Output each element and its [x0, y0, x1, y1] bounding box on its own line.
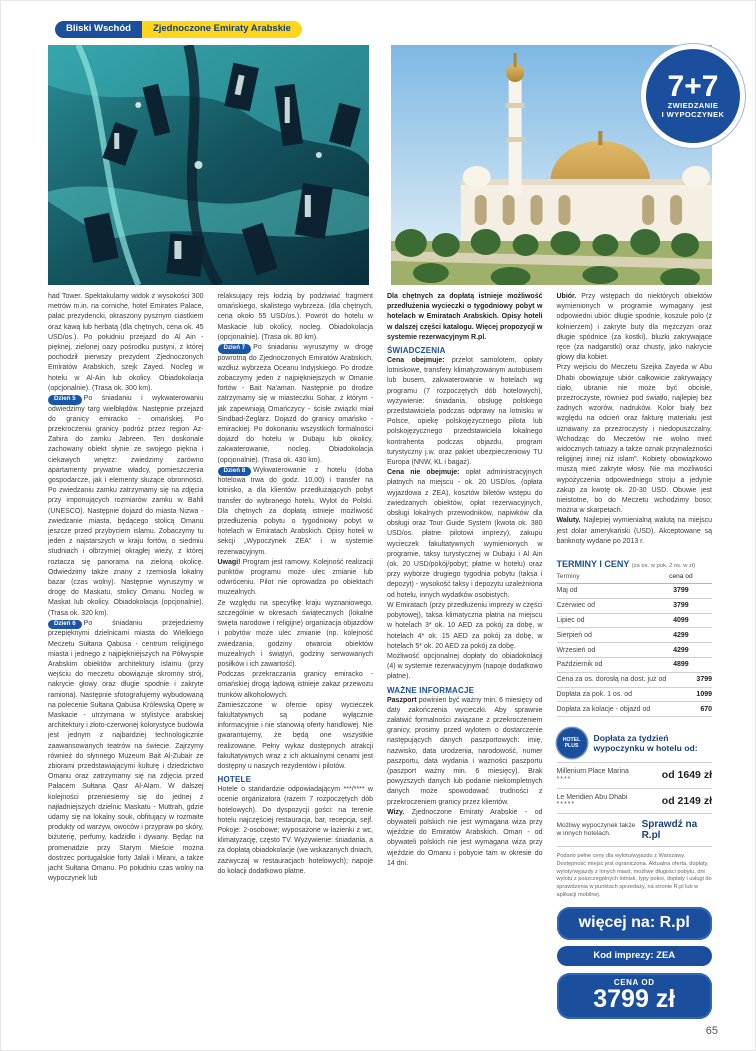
region-tag: Bliski Wschód [55, 21, 142, 38]
hotel-stars: ***** [556, 801, 576, 809]
page-number: 65 [705, 1025, 718, 1037]
paragraph: Dzień 5 Po śniadaniu i wykwaterowaniu odwiedzimy targ wielbłądów. Następnie przejazd do granicy emiracko - omańskiej. Po przekroczeniu granicy podróż przez region Az-Zahira do zamku Jabreen. Ten doskonale zachowany obiekt słynie ze swojego piękna i ciekawych wnętrz: zwiedzimy zarówno apartamenty prywatne władcy, pomieszczenia gospodarcze, jak i elementy służące obronności. Po zwiedzaniu zamku zatrzymamy się na zdjęcia przy imponujących rozmiarów zamku w Bahli (UNESCO). Następnie dojazd do miasta Nizwa - zwiedzanie miasta, będącego stolicą Omanu jeszcze przed przybyciem islamu. Zobaczymy tu jeden z najstarszych w kraju fortów, o siedmiu studniach i olbrzymiej okrągłej wieży, z której roztacza się panorama na zieloną okolicę. Odwiedzimy także znany z rzemiosła lokalny bazar (czas wolny). Następnie wyruszymy w drogę do Maskatu, stolicy Omanu. Nocleg w Maskat lub okolicy. Obiadokolacja (opcjonalnie). (Trasa ok. 320 km). [48, 395, 204, 617]
section-heading: ŚWIADCZENIA [387, 346, 446, 356]
day-badge: Dzień 8 [218, 467, 252, 477]
paragraph: had Tower. Spektakularny widok z wysokości 300 metrów m.in. na corniche, hotel Emirates Palace, pałac prezydencki, okraszony pysznym ciastkiem oraz kawą lub herbatą (dla chętnych, cena ok. 45 USD/os.). Po południu przejazd do Al Ain - pięknej, zielonej oazy pośrodku pustyni, z której pochodził pierwszy prezydent Zjednoczonych Emiratów Arabskich, szejk Zayed. Nocleg w hotelu w Al-Ain lub okolicy. Obiadokolacja (opcjonalnie). (Trasa ok. 300 km). [48, 293, 204, 392]
hotel-price: od 1649 zł [661, 769, 712, 782]
price-table-row: Czerwiec od 3799 [557, 599, 713, 614]
hotel-plus-icon: HOTEL PLUS [557, 728, 587, 758]
text-column-4 [557, 292, 713, 547]
paragraph: Zamieszczone w ofercie opisy wycieczek fakultatywnych są podane wyłącznie informacyjnie i nie stanowią oferty handlowej. Nie gwarantujemy, że będą one wszystkie realizowane. Pełny wykaz dostępnych atrakcji fakultatywnych wraz z ich aktualnymi cenami jest dostępny u naszych rezydentów i pilotów. [217, 701, 373, 770]
hotel-rows [557, 762, 713, 813]
price-from-label: CENA OD [613, 978, 655, 988]
hotel-plus-section [557, 728, 713, 847]
price-table-title: TERMINY I CENY (za os. w pok. 2 os. w zł) [556, 559, 696, 570]
other-hotels-row [557, 813, 713, 847]
price-table-row: Październik od 4899 [557, 658, 713, 673]
more-info-button[interactable]: więcej na: R.pl [557, 907, 713, 940]
paragraph: W Emiratach (przy przedłużeniu imprezy w części pobytowej), taksa klimatyczna płatna na miejscu w hotelach 3* ok. 10 AED za pokój za dobę, w hotelach 4* ok. 15 AED za pokój za dobę, w hotelach 5* ok. 20 AED za pokój za dobę. [387, 601, 543, 650]
price-from-badge [557, 973, 713, 1019]
paragraph: Uwagi! Program jest ramowy. Kolejność realizacji punktów programu może ulec zmianie lub odwróceniu. Pilot nie oprowadza po obiektach muzealnych. [217, 558, 373, 597]
photo-dubai-aerial [48, 45, 369, 285]
breadcrumb [55, 21, 302, 38]
paragraph: Możliwość opcjonalnej dopłaty do obiadokolacji (4) w systemie rezerwacyjnym (napoje dodatkowo płatne). [387, 652, 543, 681]
price-table-rows [557, 584, 713, 673]
price-table [557, 559, 713, 717]
price-table-row: Sierpień od 4299 [557, 628, 713, 643]
price-table-row: Wrzesień od 4299 [557, 643, 713, 658]
section-heading: WAŻNE INFORMACJE [387, 685, 475, 695]
hotel-stars: **** [556, 775, 572, 783]
hotel-price: od 2149 zł [661, 794, 712, 807]
paragraph: Cena nie obejmuje: opłat administracyjnych płatnych na miejscu - ok. 20 USD/os. (opłata wyjazdowa z ZEA), kosztów biletów wstępu do zwiedzanych obiektów, opłat rezerwacyjnych, obsługi lokalnych przewodników, napiwków dla obsługi oraz Tour Guide System (kwota ok. 380 USD/os. płatne pilotowi imprezy), zakupu wycieczek fakultatywnych wymienionych w programie, taksy turystycznej w Dubaju i Al Ain (ok. 20 USD/pokój/pobyt; płatne w hotelu) oraz przy wyborze drugiego tygodnia pobytu (taksa i depozyt) - wysokość taksy i depozytu uzależniona od hotelu, innych wydatków osobistych. [387, 469, 543, 599]
article-body [48, 292, 712, 1019]
paragraph: Dzień 8 Wykwaterowanie z hotelu (doba hotelowa trwa do godz. 10.00) i transfer na lotnisko, a dla klientów przedłużających pobyt transfer do wybranego hotelu. Wylot do Polski. Dla chętnych za dopłatą istnieje możliwość przedłużenia pobytu o tygodniowy pobyt w hotelach w Emiratach Arabskich. Opisy hoteli w sekcji „Wypoczynek ZEA” i w systemie rezerwacyjnym. [217, 466, 373, 556]
price-table-row: Dopłata za kolacje - objazd od 670 [557, 702, 713, 717]
paragraph: Paszport powinien być ważny min. 6 miesięcy od daty zakończenia wycieczki. Aby sprawnie załatwić formalności związane z przekroczeniem granicy, prosimy przed wylotem o dostarczenie następujących danych paszportowych: imię, nazwisko, data urodzenia, narodowość, numer paszportu, data wydania i ważności paszportu (paszport ważny min. 6 miesięcy). Brak powyższych danych lub podanie niekompletnych danych może spowodować trudności z przekroczeniem granicy przez klientów. [387, 696, 543, 806]
day-badge: Dzień 7 [218, 344, 252, 354]
section-heading: HOTELE [217, 775, 252, 785]
price-table-row: Lipiec od 4099 [557, 614, 713, 629]
text-column-2 [218, 292, 374, 1019]
text-column-1 [48, 292, 204, 1019]
dubai-aerial-illustration [48, 45, 369, 285]
price-table-row: Cena za os. dorosłą na dost. już od 3799 [557, 673, 713, 688]
offer-column [557, 292, 713, 1019]
day-badge: Dzień 5 [48, 395, 82, 405]
paragraph: Przy wejściu do Meczetu Szejka Zayeda w Abu Dhabi obowiązuje ubiór całkowicie zakrywający ciało, ubranie nie może być obcisłe, przezroczyste, również pod światło, najlepiej bez żadnych wzorów, nadruków. Kolor biały bez względu na odcień oraz fakturę materiału jest uznawany za przezroczysty i niedopuszczalny. Wchodząc do Meczetów nie wolno mieć widocznych tatuaży a także oznak przynależności religijnej innej niż islam”. Kobiety obowiązkowo muszą mieć zakryte włosy. Nie ma możliwości wypożyczenia odpowiedniego stroju a jedynie zakup za kwotę ok. 20-30 USD. Obuwie jest nieistotne, bo do Meczetu wchodzimy boso; można w skarpetach. [556, 364, 712, 515]
country-tag: Zjednoczone Emiraty Arabskie [142, 21, 302, 38]
text-column-3 [387, 292, 543, 1019]
trip-code-badge: Kod imprezy: ZEA [557, 946, 713, 966]
hotel-row: Le Meridien Abu Dhabi ***** od 2149 zł [557, 788, 713, 814]
hotel-plus-title: Dopłata za tydzień wypoczynku w hotelu od: [593, 732, 698, 754]
price-table-header: Terminy cena od [557, 569, 713, 584]
paragraph: Ubiór. Przy wstępach do niektórych obiektów wymienionych w programie wymagany jest odpowiedni ubiór: długie spodnie, koszule polo (z kołnierzem) i zakryte buty dla mężczyzn oraz długie spódnice (za kostki), bluzki zakrywające ręce (za nadgarstki) oraz chusty, jako nakrycie głowy dla kobiet. [556, 293, 712, 362]
price-table-row: Dopłata za pok. 1 os. od 1099 [557, 688, 713, 703]
paragraph: Podczas przekraczania granicy emiracko - omańskiej drogą lądową istnieje zakaz przewozu trunków alkoholowych. [217, 671, 373, 699]
price-table-note: (za os. w pok. 2 os. w zł) [631, 563, 696, 570]
fine-print: Podano pełne ceny dla wylotu/wyjazdu z Warszawy. Dostępność miejsc jest ograniczona. Aktualna oferta, dopłaty, wyloty/wyjazdy z innych miast, możliwe długości pobytu, dni wylotu z poszczególnych lotnisk, typy pokoi, dopłaty i usługi do sprawdzenia w punktach sprzedaży, na stronie R.pl lub w aplikacji mobilnej. [556, 853, 712, 898]
paragraph: Dzień 7 Po śniadaniu wyruszymy w drogę powrotną do Zjednoczonych Emiratów Arabskich, wzdłuż wybrzeża Oceanu Indyjskiego. Po drodze zobaczymy jeden z najpiękniejszych w Omanie fortów - Bait Na'aman. Następnie po drodze zatrzymamy się w miasteczku Sohar, z którym - jak zapewniają Omańczycy - ścisłe związki miał Sindbad-Żeglarz. Dojazd do granicy omańsko - emirackiej. Po dokonaniu wszystkich formalności dojazd do hotelu w Dubaju lub okolicy, zakwaterowanie, nocleg. Obiadokolacja (opcjonalnie). (Trasa ok. 430 km). [217, 344, 373, 464]
check-on-rpl-link[interactable]: Sprawdź na R.pl [641, 819, 698, 842]
other-hotels-label: Możliwy wypoczynek także w innych hotelach. [556, 821, 636, 838]
paragraph: Cena obejmuje: przelot samolotem, opłaty lotniskowe, transfery klimatyzowanym autobusem lub busem, zakwaterowanie w hotelach wg programu (7 rozpoczętych dób hotelowych), wyżywienie: śniadania, obsługę polskiego przedstawiciela podczas odprawy na lotnisku w Polsce, opiekę polskojęzycznego pilota lub polskojęzycznego przedstawiciela lokalnego kontrahenta podczas objazdu, program turystyczny j.w. oraz pakiet ubezpieczeniowy TU Europa (NNW, KL i bagaż). [387, 357, 543, 467]
paragraph: Dzień 6 Po śniadaniu przejedziemy przepięknymi dzielnicami miasta do Wielkiego Meczetu Sułtana Qabusa - centrum religijnego miasta i jednego z najpiękniejszych na Półwyspie Arabskim obiektów architektury islamu (przy wejściu do meczetu obowiązuje skromny strój, nakrycie głowy oraz długie spodnie i zakryte ramiona). Następnie sfotografujemy wybudowaną na polecenie Sułtana Qabusa Królewską Operę w Maskacie - utrzymana w stylistyce arabskiej architektury i złoto-czerwonej kolorystyce budowla jest jednym z najbardziej technologicznie zaawansowanych teatrów na świecie. Zajrzymy również do słynnego Muzeum Bait Al-Zubair ze zbiorami przedstawiającymi kulturę i dziedzictwo Omanu oraz zatrzymamy się na zdjęcia przed Pałacem Sułtana Qasr Al-Alam. W dalszej kolejności przeniesiemy się do jednej z najładniejszych dzielnic Maskatu - Muttrah, gdzie udamy się na lokalny souk, obfitujący w rozmaite produkty od warzyw, owoców i przypraw po skóry, biżuterię, perfumy, kadzidło i dywany. Będąc na promenadzie przy Starym Mieście można dostrzec portugalskie forty Jalali i Mirani, a także jacht Sułtana Omanu. Po południu czas wolny na wypoczynek lub [48, 619, 204, 883]
trip-duration-badge: 7+7 ZWIEDZANIE I WYPOCZYNEK [641, 44, 745, 148]
paragraph: Dla chętnych za dopłatą istnieje możliwość przedłużenia wycieczki o tygodniowy pobyt w hotelach w Emiratach Arabskich. Opisy hoteli w dalszej części katalogu. Więcej propozycji w systemie rezerwacyjnym R.pl. [387, 293, 543, 341]
price-table-row: Maj od 3799 [557, 584, 713, 599]
paragraph: Ze względu na specyfikę kraju wyznaniowego, szczególnie w okresach świątecznych (lokalne święta narodowe i religijne) organizacja objazdów i pobytów może ulec zmianie (np. kolejność zwiedzania, godziny otwarcia obiektów muzealnych i świątyń, godziny serwowanych posiłków i ich zawartość). [217, 599, 373, 668]
badge-7plus7: 7+7 [667, 70, 719, 103]
hotel-row: Millenium Place Marina **** od 1649 zł [557, 762, 713, 788]
paragraph: relaksujący rejs łodzią by podziwiać fragment omańskiego, skalistego wybrzeża. (dla chętnych, cena około 55 USD/os.). Powrót do hotelu w Maskacie lub okolicy, nocleg. Obiadokolacja (opcjonalnie). (Trasa ok. 80 km). [217, 293, 373, 341]
day-badge: Dzień 6 [48, 620, 82, 630]
paragraph: Hotele o standardzie odpowiadającym ***/**** w ocenie organizatora (razem 7 rozpoczętych dób hotelowych). Do dyspozycji gości: na terenie hotelu najczęściej restauracja, bar, recepcja, sejf. Pokoje: 2-osobowe; wyposażone w łazienki z wc, klimatyzację, często TV. Wyżywienie: śniadania, a za dopłatą obiadokolacje (we wskazanych dniach, zazwyczaj w restauracjach hotelowych); napoje do kolacji dodatkowo płatne. [217, 786, 373, 875]
photo-strip [48, 45, 712, 285]
price-from-value: 3799 zł [593, 985, 676, 1014]
paragraph: Wizy. Zjednoczone Emiraty Arabskie - od obywateli polskich nie jest wymagana wiza przy wjeździe do Emiratów Arabskich. Oman - od obywateli polskich nie jest wymagana wiza przy wjeździe do Omanu i pobycie tam w okresie do 14 dni. [387, 808, 543, 867]
paragraph: Waluty. Najlepiej wymienialną walutą na miejscu jest dolar amerykański (USD). Akceptowane są banknoty wydane po 2013 r. [556, 517, 712, 545]
price-table-summary-rows [557, 673, 713, 717]
